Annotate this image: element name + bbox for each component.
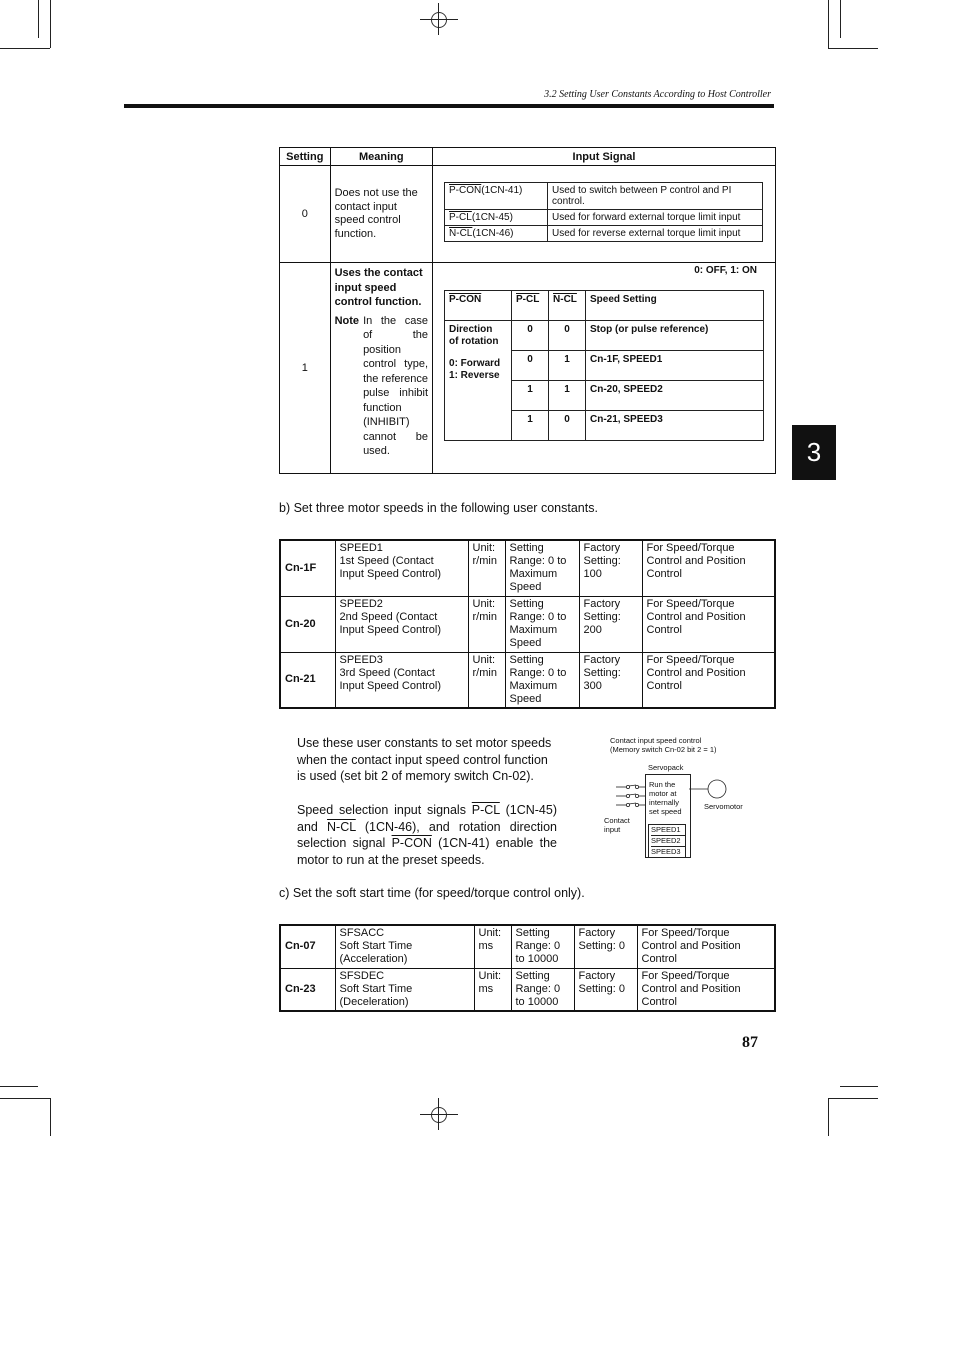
page-number: 87 xyxy=(742,1034,758,1051)
constant-name: SFSACC Soft Start Time (Acceleration) xyxy=(335,925,474,968)
signal-row: N-CL(1CN-46) Used for reverse external torque limit input xyxy=(445,226,763,242)
run-text: Run the motor at internally set speed xyxy=(649,780,682,816)
constant-row xyxy=(280,968,775,1011)
constant-code: Cn-23 xyxy=(280,968,335,1011)
header-meaning: Meaning xyxy=(330,148,432,166)
contact-input-diagram xyxy=(604,736,804,866)
soft-start-table xyxy=(279,924,776,1012)
section-b-label: b) Set three motor speeds in the following user constants. xyxy=(279,501,598,515)
constant-mode: For Speed/Torque Control and Position Control xyxy=(642,652,775,708)
setting-1: 1 xyxy=(280,263,331,474)
meaning-1: Uses the contact input speed control function. xyxy=(334,267,423,308)
constant-range: Setting Range: 0 to Maximum Speed xyxy=(505,540,579,596)
signal-table xyxy=(444,182,763,242)
constant-range: Setting Range: 0 to 10000 xyxy=(511,925,574,968)
constant-name: SPEED3 3rd Speed (Contact Input Speed Control) xyxy=(335,652,468,708)
header-setting: Setting xyxy=(280,148,331,166)
constant-name: SPEED1 1st Speed (Contact Input Speed Control) xyxy=(335,540,468,596)
col-pcl: P-CL xyxy=(516,294,540,305)
speed-table xyxy=(444,290,764,441)
constant-unit: Unit: ms xyxy=(474,925,511,968)
col-speed-setting: Speed Setting xyxy=(586,291,764,321)
constant-factory: Factory Setting: 100 xyxy=(579,540,642,596)
col-ncl: N-CL xyxy=(553,294,577,305)
note: Note In the case of the position control type, the reference pulse inhibit function (INHIBIT) cannot be used. xyxy=(334,314,429,457)
constant-unit: Unit: r/min xyxy=(468,596,505,652)
section-c-label: c) Set the soft start time (for speed/torque control only). xyxy=(279,886,585,900)
constant-range: Setting Range: 0 to Maximum Speed xyxy=(505,652,579,708)
contact-input-label: Contact input xyxy=(604,816,630,834)
constant-row xyxy=(280,540,775,596)
constant-unit: Unit: r/min xyxy=(468,540,505,596)
constant-factory: Factory Setting: 0 xyxy=(574,925,637,968)
speed-row: 1 0 Cn-21, SPEED3 xyxy=(445,411,764,441)
constant-mode: For Speed/Torque Control and Position Control xyxy=(642,596,775,652)
header-rule xyxy=(124,104,774,108)
speed-row: 0 1 Cn-1F, SPEED1 xyxy=(445,351,764,381)
constant-row xyxy=(280,652,775,708)
constant-code: Cn-21 xyxy=(280,652,335,708)
constant-mode: For Speed/Torque Control and Position Control xyxy=(642,540,775,596)
constant-mode: For Speed/Torque Control and Position Control xyxy=(637,925,775,968)
running-header: 3.2 Setting User Constants According to Host Controller xyxy=(544,89,771,100)
paragraph-selection: Speed selection input signals P-CL (1CN-45) and N-CL (1CN-46), and rotation direction selection signal P-CON (1CN-41) enable the motor to run at the preset speeds. xyxy=(297,803,557,867)
direction-cell: Direction of rotation 0: Forward 1: Reverse xyxy=(445,321,512,441)
chapter-tab: 3 xyxy=(792,425,836,480)
meaning-0: Does not use the contact input speed control function. xyxy=(330,166,432,263)
servopack-label: Servopack xyxy=(648,763,684,772)
speed-list: SPEED1 SPEED2 SPEED3 xyxy=(648,824,686,858)
constant-code: Cn-1F xyxy=(280,540,335,596)
constant-factory: Factory Setting: 0 xyxy=(574,968,637,1011)
speed-row: Direction of rotation 0: Forward 1: Reverse 0 0 Stop (or pulse reference) xyxy=(445,321,764,351)
legend: 0: OFF, 1: ON xyxy=(694,265,757,276)
constant-code: Cn-07 xyxy=(280,925,335,968)
constant-code: Cn-20 xyxy=(280,596,335,652)
signal-row: P-CL(1CN-45) Used for forward external torque limit input xyxy=(445,210,763,226)
speed-row: 1 1 Cn-20, SPEED2 xyxy=(445,381,764,411)
diagram-caption: Contact input speed control (Memory switch Cn-02 bit 2 = 1) xyxy=(610,736,717,754)
constant-mode: For Speed/Torque Control and Position Control xyxy=(637,968,775,1011)
speed-constants-table xyxy=(279,539,776,709)
col-pcon: P-CON xyxy=(449,294,482,305)
setting-0: 0 xyxy=(280,166,331,263)
constant-name: SPEED2 2nd Speed (Contact Input Speed Control) xyxy=(335,596,468,652)
diagram-lines xyxy=(604,736,804,866)
signal-row: P-CON(1CN-41) Used to switch between P control and PI control. xyxy=(445,183,763,210)
constant-range: Setting Range: 0 to 10000 xyxy=(511,968,574,1011)
constant-range: Setting Range: 0 to Maximum Speed xyxy=(505,596,579,652)
constant-unit: Unit: r/min xyxy=(468,652,505,708)
constant-name: SFSDEC Soft Start Time (Deceleration) xyxy=(335,968,474,1011)
setting-table xyxy=(279,147,776,474)
constant-factory: Factory Setting: 300 xyxy=(579,652,642,708)
servomotor-label: Servomotor xyxy=(704,802,743,811)
constant-row xyxy=(280,925,775,968)
paragraph-usage: Use these user constants to set motor speeds when the contact input speed control function is used (set bit 2 of memory switch Cn-02). xyxy=(297,736,552,783)
header-input-signal: Input Signal xyxy=(433,148,776,166)
constant-unit: Unit: ms xyxy=(474,968,511,1011)
constant-row xyxy=(280,596,775,652)
constant-factory: Factory Setting: 200 xyxy=(579,596,642,652)
